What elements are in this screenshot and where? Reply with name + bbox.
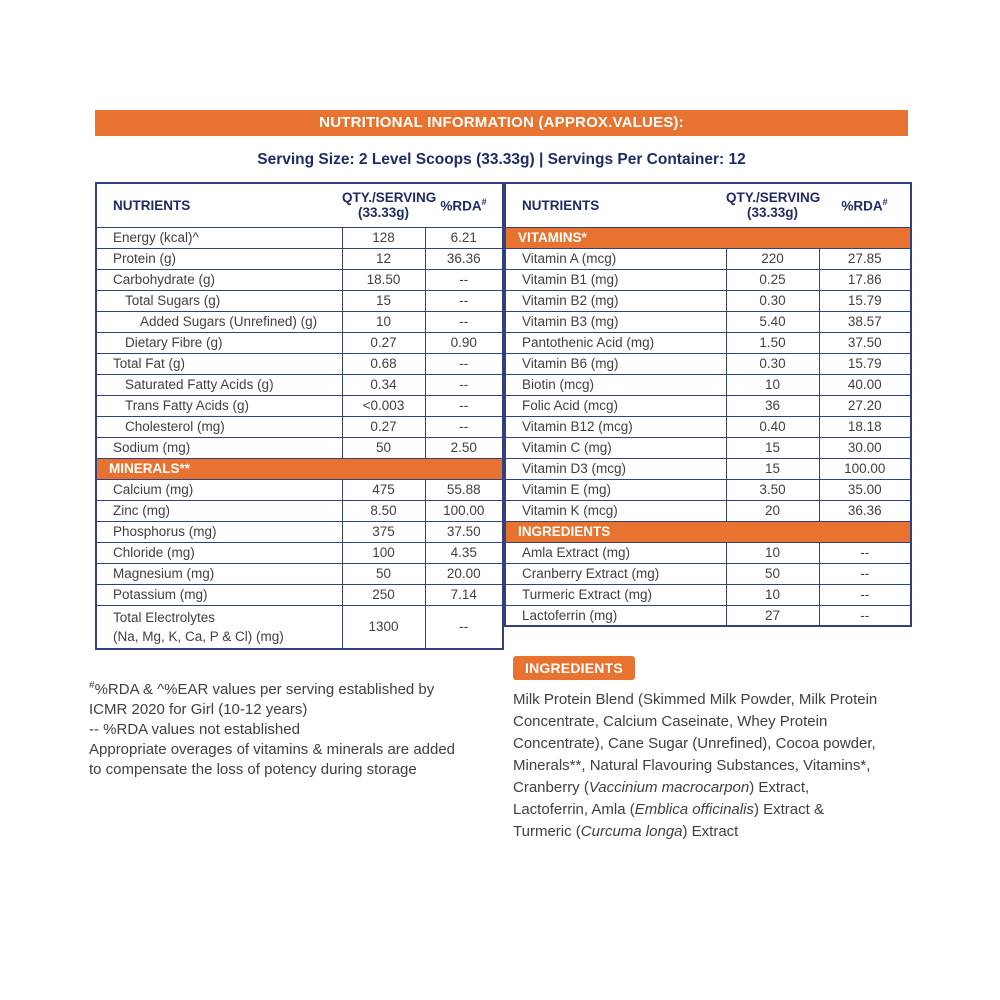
qty-value: 10 xyxy=(726,542,819,563)
rda-value: 36.36 xyxy=(819,500,911,521)
nutrient-name: Carbohydrate (g) xyxy=(96,269,342,290)
qty-value: 0.27 xyxy=(342,416,425,437)
qty-value: 36 xyxy=(726,395,819,416)
table-row xyxy=(96,374,503,395)
nutrient-name: Vitamin B2 (mg) xyxy=(505,290,726,311)
rda-value: -- xyxy=(819,563,911,584)
qty-value: 20 xyxy=(726,500,819,521)
table-row xyxy=(505,290,911,311)
nutrient-name: Calcium (mg) xyxy=(96,479,342,500)
table-row xyxy=(505,332,911,353)
qty-value: 18.50 xyxy=(342,269,425,290)
rda-value: 38.57 xyxy=(819,311,911,332)
nutrient-name: Sodium (mg) xyxy=(96,437,342,458)
nutrient-name: Vitamin B12 (mcg) xyxy=(505,416,726,437)
qty-value: 0.30 xyxy=(726,353,819,374)
qty-value: 10 xyxy=(726,584,819,605)
column-header-rda: %RDA# xyxy=(425,183,503,227)
footnote-line: to compensate the loss of potency during storage xyxy=(89,761,417,778)
nutrient-name: Magnesium (mg) xyxy=(96,563,342,584)
rda-value: -- xyxy=(425,605,503,649)
table-row xyxy=(96,353,503,374)
table-row xyxy=(96,248,503,269)
column-header-nutrients: NUTRIENTS xyxy=(96,183,342,227)
table-row xyxy=(505,605,911,626)
table-row xyxy=(96,521,503,542)
nutrition-info-header: NUTRITIONAL INFORMATION (APPROX.VALUES): xyxy=(95,110,908,136)
table-row xyxy=(505,584,911,605)
nutrient-name: Biotin (mcg) xyxy=(505,374,726,395)
ingredients-text xyxy=(513,689,923,843)
table-row xyxy=(505,563,911,584)
nutrient-name: Vitamin B3 (mg) xyxy=(505,311,726,332)
nutrient-name: Phosphorus (mg) xyxy=(96,521,342,542)
rda-value: -- xyxy=(425,353,503,374)
nutrient-name: Potassium (mg) xyxy=(96,584,342,605)
footnote-line: ICMR 2020 for Girl (10-12 years) xyxy=(89,701,308,718)
rda-value: -- xyxy=(819,584,911,605)
rda-value: 15.79 xyxy=(819,353,911,374)
qty-value: 475 xyxy=(342,479,425,500)
qty-value: 0.27 xyxy=(342,332,425,353)
ingredients-line: Minerals**, Natural Flavouring Substances, Vitamins*, xyxy=(513,757,871,774)
section-row xyxy=(505,521,911,542)
qty-value: 0.25 xyxy=(726,269,819,290)
rda-value: -- xyxy=(425,416,503,437)
table-row xyxy=(505,542,911,563)
serving-info: Serving Size: 2 Level Scoops (33.33g) | Servings Per Container: 12 xyxy=(257,151,746,168)
qty-value: 0.34 xyxy=(342,374,425,395)
table-row xyxy=(96,500,503,521)
nutrient-name: Vitamin B1 (mg) xyxy=(505,269,726,290)
qty-value: 100 xyxy=(342,542,425,563)
nutrient-name: Chloride (mg) xyxy=(96,542,342,563)
rda-value: -- xyxy=(425,290,503,311)
nutrient-name: Total Electrolytes (Na, Mg, K, Ca, P & Cl) (mg) xyxy=(96,605,342,649)
table-row xyxy=(96,416,503,437)
rda-value: 18.18 xyxy=(819,416,911,437)
rda-value: 35.00 xyxy=(819,479,911,500)
qty-value: 0.68 xyxy=(342,353,425,374)
nutrient-name: Vitamin B6 (mg) xyxy=(505,353,726,374)
table-row xyxy=(505,269,911,290)
qty-value: 128 xyxy=(342,227,425,248)
table-row xyxy=(96,542,503,563)
qty-value: 10 xyxy=(342,311,425,332)
nutrient-name: Vitamin E (mg) xyxy=(505,479,726,500)
table-header-row xyxy=(96,183,503,227)
section-header: INGREDIENTS xyxy=(505,521,911,542)
table-row xyxy=(96,605,503,649)
rda-value: -- xyxy=(425,374,503,395)
nutrient-name: Vitamin K (mcg) xyxy=(505,500,726,521)
rda-value: 37.50 xyxy=(819,332,911,353)
rda-value: -- xyxy=(425,311,503,332)
nutrient-name: Added Sugars (Unrefined) (g) xyxy=(96,311,342,332)
nutrient-name: Vitamin A (mcg) xyxy=(505,248,726,269)
nutrient-name: Cranberry Extract (mg) xyxy=(505,563,726,584)
ingredients-line: Lactoferrin, Amla (Emblica officinalis) Extract & xyxy=(513,801,824,818)
ingredients-line: Milk Protein Blend (Skimmed Milk Powder, Milk Protein xyxy=(513,691,878,708)
qty-value: 50 xyxy=(342,437,425,458)
nutrient-name: Amla Extract (mg) xyxy=(505,542,726,563)
rda-footnotes xyxy=(89,676,539,780)
footnote-line: Appropriate overages of vitamins & minerals are added xyxy=(89,741,456,758)
nutrient-name: Trans Fatty Acids (g) xyxy=(96,395,342,416)
table-row xyxy=(505,353,911,374)
table-row xyxy=(96,437,503,458)
qty-value: 15 xyxy=(726,437,819,458)
table-row xyxy=(96,227,503,248)
nutrient-name: Turmeric Extract (mg) xyxy=(505,584,726,605)
rda-value: 30.00 xyxy=(819,437,911,458)
table-row xyxy=(96,563,503,584)
rda-value: 4.35 xyxy=(425,542,503,563)
qty-value: 1300 xyxy=(342,605,425,649)
qty-value: 12 xyxy=(342,248,425,269)
ingredients-line: Turmeric (Curcuma longa) Extract xyxy=(513,823,739,840)
qty-value: 50 xyxy=(726,563,819,584)
table-row xyxy=(96,584,503,605)
qty-value: 27 xyxy=(726,605,819,626)
ingredients-line: Cranberry (Vaccinium macrocarpon) Extract, xyxy=(513,779,810,796)
qty-value: 0.30 xyxy=(726,290,819,311)
rda-value: 27.20 xyxy=(819,395,911,416)
nutrient-name: Total Fat (g) xyxy=(96,353,342,374)
qty-value: 3.50 xyxy=(726,479,819,500)
column-header-rda: %RDA# xyxy=(819,183,911,227)
column-header-nutrients: NUTRIENTS xyxy=(505,183,726,227)
table-row xyxy=(96,311,503,332)
rda-value: 36.36 xyxy=(425,248,503,269)
nutrient-name: Protein (g) xyxy=(96,248,342,269)
nutrient-name: Folic Acid (mcg) xyxy=(505,395,726,416)
rda-value: 20.00 xyxy=(425,563,503,584)
nutrient-name: Lactoferrin (mg) xyxy=(505,605,726,626)
table-row xyxy=(505,395,911,416)
qty-value: 50 xyxy=(342,563,425,584)
section-row xyxy=(96,458,503,479)
footnote-line: -- %RDA values not established xyxy=(89,721,300,738)
column-header-qty-serving: QTY./SERVING (33.33g) xyxy=(726,183,819,227)
qty-value: 15 xyxy=(342,290,425,311)
table-row xyxy=(96,479,503,500)
nutrients-tables xyxy=(95,182,908,650)
ingredients-line: Concentrate), Cane Sugar (Unrefined), Cocoa powder, xyxy=(513,735,876,752)
rda-value: 7.14 xyxy=(425,584,503,605)
rda-value: 55.88 xyxy=(425,479,503,500)
section-header: VITAMINS* xyxy=(505,227,911,248)
rda-value: 100.00 xyxy=(425,500,503,521)
nutrients-table-right xyxy=(504,182,912,627)
table-row xyxy=(505,437,911,458)
nutrients-table-left xyxy=(95,182,504,650)
nutrient-name: Saturated Fatty Acids (g) xyxy=(96,374,342,395)
qty-value: 15 xyxy=(726,458,819,479)
section-header: MINERALS** xyxy=(96,458,503,479)
table-header-row xyxy=(505,183,911,227)
qty-value: 375 xyxy=(342,521,425,542)
nutrient-name: Vitamin D3 (mcg) xyxy=(505,458,726,479)
ingredients-line: Concentrate, Calcium Caseinate, Whey Protein xyxy=(513,713,828,730)
rda-value: -- xyxy=(425,269,503,290)
rda-value: -- xyxy=(819,605,911,626)
ingredients-badge: INGREDIENTS xyxy=(513,656,635,680)
table-row xyxy=(96,269,503,290)
nutrient-name: Pantothenic Acid (mg) xyxy=(505,332,726,353)
qty-value: 0.40 xyxy=(726,416,819,437)
table-row xyxy=(505,500,911,521)
table-row xyxy=(505,458,911,479)
rda-value: 100.00 xyxy=(819,458,911,479)
rda-value: 37.50 xyxy=(425,521,503,542)
rda-value: 0.90 xyxy=(425,332,503,353)
table-row xyxy=(505,374,911,395)
qty-value: <0.003 xyxy=(342,395,425,416)
ingredients-section xyxy=(513,656,923,843)
nutrient-name: Total Sugars (g) xyxy=(96,290,342,311)
nutrient-name: Vitamin C (mg) xyxy=(505,437,726,458)
qty-value: 1.50 xyxy=(726,332,819,353)
table-row xyxy=(505,248,911,269)
rda-value: -- xyxy=(425,395,503,416)
qty-value: 250 xyxy=(342,584,425,605)
table-row xyxy=(505,311,911,332)
table-row xyxy=(505,416,911,437)
qty-value: 8.50 xyxy=(342,500,425,521)
column-header-qty-serving: QTY./SERVING (33.33g) xyxy=(342,183,425,227)
nutrition-label xyxy=(95,110,908,650)
rda-value: 27.85 xyxy=(819,248,911,269)
rda-value: 6.21 xyxy=(425,227,503,248)
section-row xyxy=(505,227,911,248)
qty-value: 5.40 xyxy=(726,311,819,332)
nutrient-name: Dietary Fibre (g) xyxy=(96,332,342,353)
table-row xyxy=(96,395,503,416)
rda-value: 17.86 xyxy=(819,269,911,290)
table-row xyxy=(96,332,503,353)
rda-value: -- xyxy=(819,542,911,563)
footnote-sup: # xyxy=(89,680,95,691)
rda-value: 40.00 xyxy=(819,374,911,395)
qty-value: 220 xyxy=(726,248,819,269)
footnote-line: #%RDA & ^%EAR values per serving established by xyxy=(89,680,435,698)
rda-value: 2.50 xyxy=(425,437,503,458)
table-row xyxy=(505,479,911,500)
table-row xyxy=(96,290,503,311)
qty-value: 10 xyxy=(726,374,819,395)
rda-value: 15.79 xyxy=(819,290,911,311)
nutrient-name: Cholesterol (mg) xyxy=(96,416,342,437)
nutrient-name: Energy (kcal)^ xyxy=(96,227,342,248)
nutrient-name: Zinc (mg) xyxy=(96,500,342,521)
